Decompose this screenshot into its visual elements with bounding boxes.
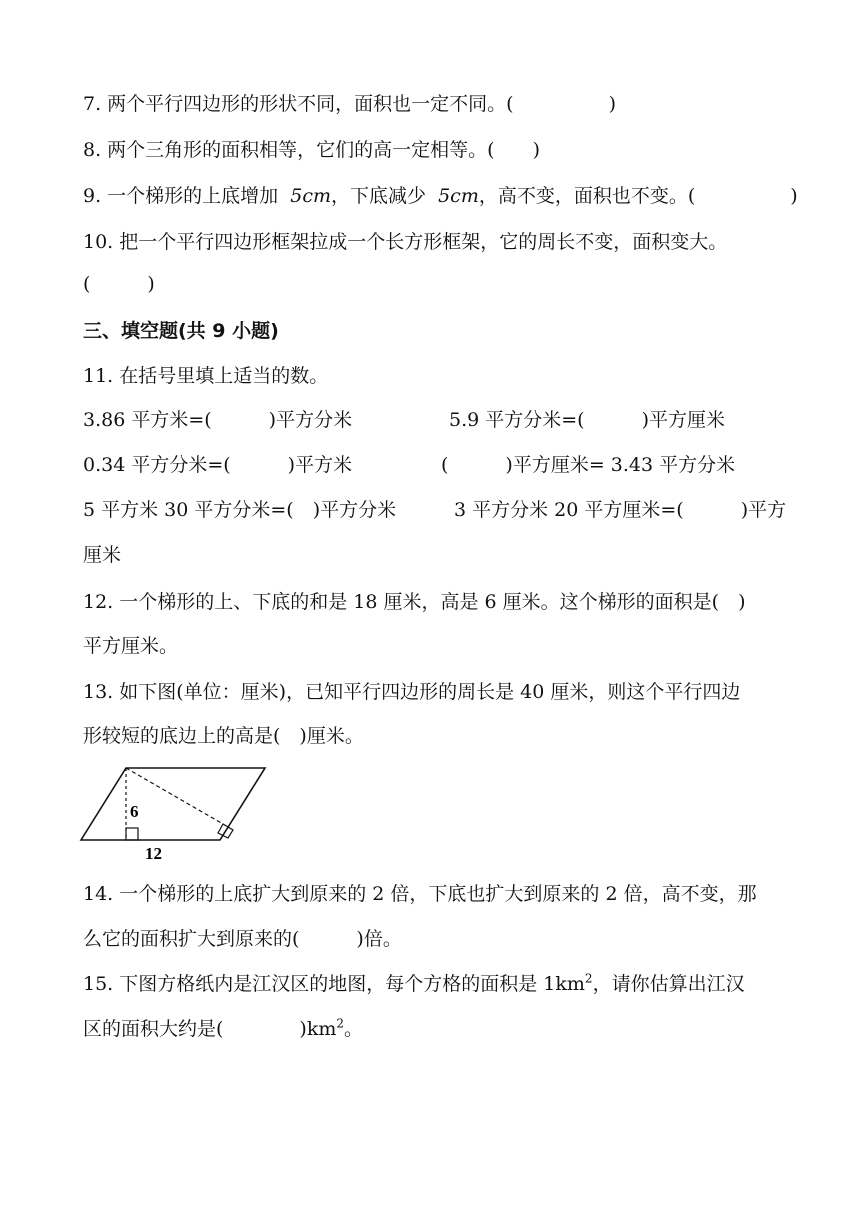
q14-line-2: 么它的面积扩大到原来的( )倍。 <box>83 928 402 950</box>
q15-line-1 <box>83 970 745 998</box>
q15-line-1-text: 15. 下图方格纸内是江汉区的地图，每个方格的面积是 1km <box>83 973 585 995</box>
q10-line-2: ( ) <box>83 273 155 295</box>
q11-row1-left: 3.86 平方米=( )平方分米 <box>83 409 353 431</box>
q15-line-2-tail: 。 <box>344 1018 364 1040</box>
q11-row3-left: 5 平方米 30 平方分米=( )平方分米 <box>83 499 397 521</box>
q12-line-2: 平方厘米。 <box>83 635 179 657</box>
parallelogram-outline <box>81 768 265 840</box>
q11-stem: 11. 在括号里填上适当的数。 <box>83 365 329 387</box>
q9-text-c: ，高不变，面积也不变。( ) <box>478 185 798 207</box>
height-label: 6 <box>130 802 139 821</box>
second-height-dashed-line <box>126 768 223 824</box>
q7-line: 7. 两个平行四边形的形状不同，面积也一定不同。( ) <box>83 93 616 115</box>
q13-line-1: 13. 如下图(单位：厘米)，已知平行四边形的周长是 40 厘米，则这个平行四边 <box>83 681 741 703</box>
q11-row3-right: 3 平方分米 20 平方厘米=( )平方 <box>454 499 787 521</box>
q11-row3-wrap: 厘米 <box>83 544 122 566</box>
q13-line-2: 形较短的底边上的高是( )厘米。 <box>83 725 364 747</box>
q8-line: 8. 两个三角形的面积相等，它们的高一定相等。( ) <box>83 139 540 161</box>
q15-line-2 <box>83 1015 363 1043</box>
q9-line <box>83 182 798 210</box>
parallelogram-figure <box>78 762 278 866</box>
q9-text-a: 9. 一个梯形的上底增加 <box>83 185 291 207</box>
section-3-title: 三、填空题(共 9 小题) <box>83 320 279 342</box>
q12-line-1: 12. 一个梯形的上、下底的和是 18 厘米，高是 6 厘米。这个梯形的面积是( ) <box>83 591 746 613</box>
q9-value-1: 5cm <box>290 185 331 207</box>
q11-row2-right: ( )平方厘米= 3.43 平方分米 <box>441 454 736 476</box>
q15-superscript-1: 2 <box>584 971 593 986</box>
q15-line-2-text: 区的面积大约是( )km <box>83 1018 337 1040</box>
q11-row1-right: 5.9 平方分米=( )平方厘米 <box>449 409 726 431</box>
q10-line-1: 10. 把一个平行四边形框架拉成一个长方形框架，它的周长不变，面积变大。 <box>83 231 728 253</box>
height-right-angle-mark <box>126 828 138 840</box>
q9-value-2: 5cm <box>438 185 479 207</box>
q11-row2-left: 0.34 平方分米=( )平方米 <box>83 454 353 476</box>
q15-superscript-2: 2 <box>336 1016 344 1031</box>
q14-line-1: 14. 一个梯形的上底扩大到原来的 2 倍，下底也扩大到原来的 2 倍，高不变，那 <box>83 883 757 905</box>
base-label: 12 <box>145 844 162 863</box>
q15-line-1-tail: ，请你估算出江汉 <box>592 973 745 995</box>
q9-text-b: ，下底减少 <box>331 185 439 207</box>
